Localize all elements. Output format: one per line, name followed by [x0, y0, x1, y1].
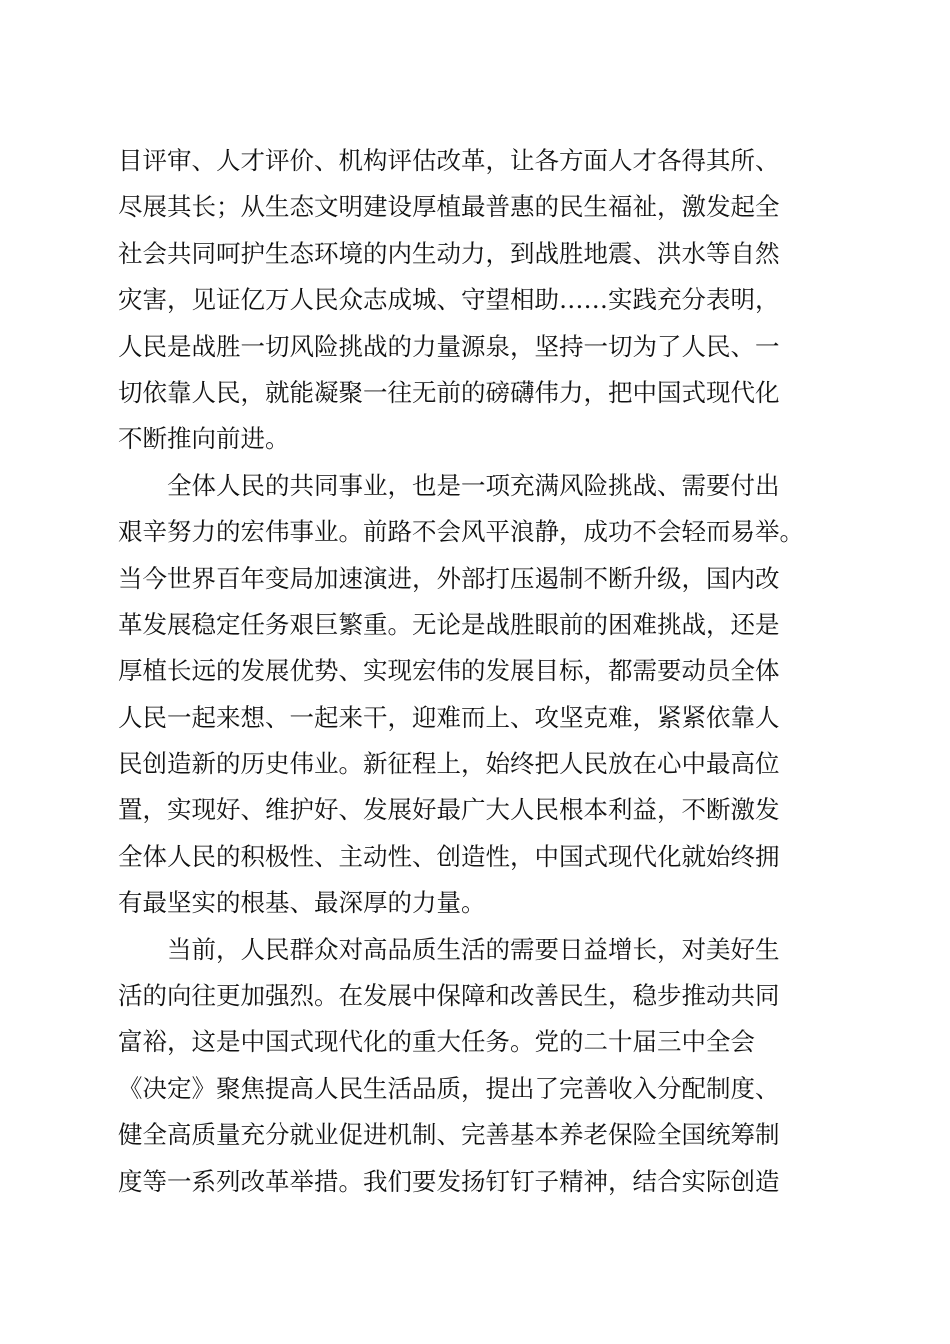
- text-line: 置，实现好、维护好、发展好最广大人民根本利益，不断激发: [118, 795, 780, 825]
- text-line: 富裕，这是中国式现代化的重大任务。党的二十届三中全会: [118, 1027, 755, 1057]
- text-line: 《决定》聚焦提高人民生活品质，提出了完善收入分配制度、: [118, 1073, 780, 1103]
- text-line: 度等一系列改革举措。我们要发扬钉钉子精神，结合实际创造: [118, 1166, 780, 1196]
- text-line: 活的向往更加强烈。在发展中保障和改善民生，稳步推动共同: [118, 981, 780, 1011]
- text-line: 厚植长远的发展优势、实现宏伟的发展目标，都需要动员全体: [118, 656, 780, 686]
- text-line: 革发展稳定任务艰巨繁重。无论是战胜眼前的困难挑战，还是: [118, 609, 780, 639]
- text-line: 尽展其长；从生态文明建设厚植最普惠的民生福祉，激发起全: [118, 192, 780, 222]
- text-line: 切依靠人民，就能凝聚一往无前的磅礴伟力，把中国式现代化: [118, 377, 780, 407]
- text-line: 有最坚实的根基、最深厚的力量。: [118, 888, 486, 918]
- text-line: 灾害，见证亿万人民众志成城、守望相助……实践充分表明，: [118, 285, 780, 315]
- text-line: 人民一起来想、一起来干，迎难而上、攻坚克难，紧紧依靠人: [118, 702, 780, 732]
- text-line: 不断推向前进。: [118, 424, 290, 454]
- text-line: 当今世界百年变局加速演进，外部打压遏制不断升级，国内改: [118, 563, 780, 593]
- text-line: 艰辛努力的宏伟事业。前路不会风平浪静，成功不会轻而易举。: [118, 517, 804, 547]
- text-line: 健全高质量充分就业促进机制、完善基本养老保险全国统筹制: [118, 1120, 780, 1150]
- text-line: 目评审、人才评价、机构评估改革，让各方面人才各得其所、: [118, 146, 780, 175]
- text-line: 人民是战胜一切风险挑战的力量源泉，坚持一切为了人民、一: [118, 331, 780, 361]
- text-line: 全体人民的积极性、主动性、创造性，中国式现代化就始终拥: [118, 841, 780, 871]
- text-line: 社会共同呵护生态环境的内生动力，到战胜地震、洪水等自然: [118, 238, 780, 268]
- text-line: 民创造新的历史伟业。新征程上，始终把人民放在心中最高位: [118, 749, 780, 779]
- document-body: [118, 138, 830, 1205]
- text-line: 全体人民的共同事业，也是一项充满风险挑战、需要付出: [167, 470, 780, 500]
- text-line: 当前，人民群众对高品质生活的需要日益增长，对美好生: [167, 934, 780, 964]
